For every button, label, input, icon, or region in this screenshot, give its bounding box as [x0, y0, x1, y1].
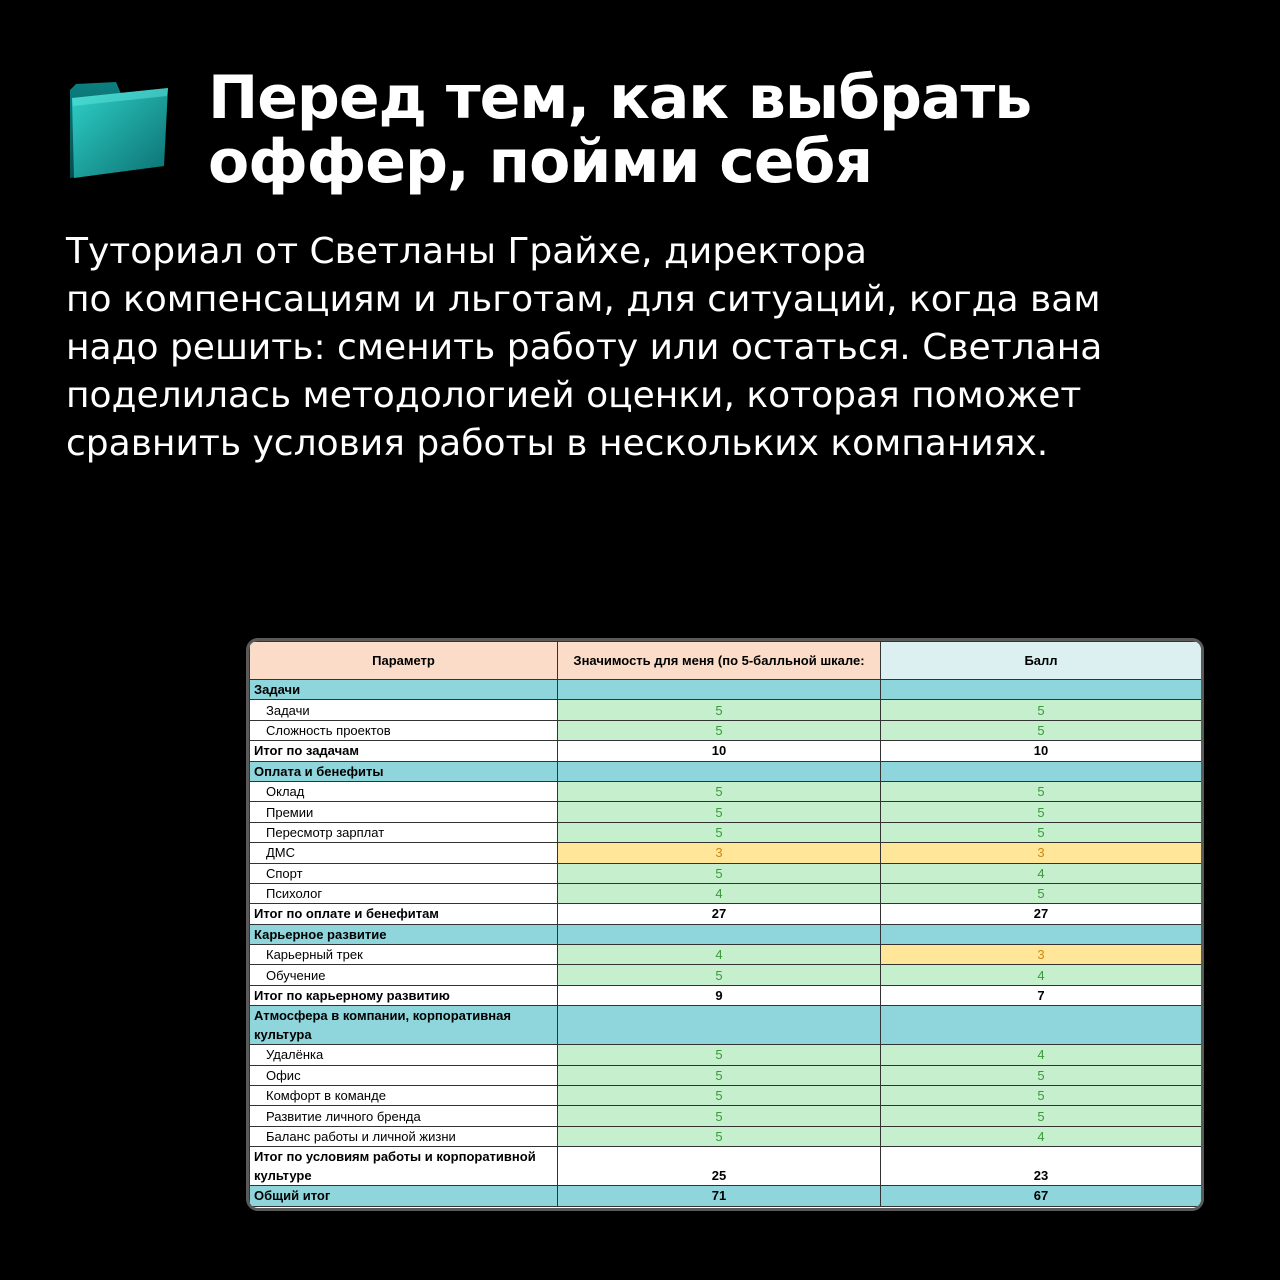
parameter-label: Премии	[250, 802, 558, 822]
page-title	[208, 63, 1208, 197]
total-row	[250, 741, 1202, 761]
importance-total: 9	[558, 985, 881, 1005]
table-header-row	[250, 642, 1202, 680]
total-label: Итог по оплате и бенефитам	[250, 904, 558, 924]
score-total: 10	[881, 741, 1202, 761]
section-empty	[881, 680, 1202, 700]
parameter-label: Психолог	[250, 883, 558, 903]
importance-value: 4	[558, 883, 881, 903]
importance-value: 3	[558, 843, 881, 863]
description-line: сравнить условия работы в нескольких компаниях.	[66, 423, 1049, 464]
total-row	[250, 1147, 1202, 1186]
table-row	[250, 843, 1202, 863]
folder-icon	[64, 74, 174, 184]
parameter-label: Обучение	[250, 965, 558, 985]
importance-value: 5	[558, 1086, 881, 1106]
score-value: 3	[881, 843, 1202, 863]
total-label: Итог по задачам	[250, 741, 558, 761]
section-label: Атмосфера в компании, корпоративная культура	[250, 1006, 558, 1045]
importance-value: 5	[558, 822, 881, 842]
section-row	[250, 761, 1202, 781]
total-row	[250, 904, 1202, 924]
score-value: 5	[881, 1086, 1202, 1106]
parameter-label: Сложность проектов	[250, 720, 558, 740]
score-value: 5	[881, 700, 1202, 720]
score-value: 5	[881, 1106, 1202, 1126]
score-table	[249, 641, 1202, 1207]
grand-total-row	[250, 1186, 1202, 1206]
table-row	[250, 802, 1202, 822]
table-row	[250, 822, 1202, 842]
table-row	[250, 781, 1202, 801]
score-total: 27	[881, 904, 1202, 924]
score-value: 5	[881, 822, 1202, 842]
parameter-label: ДМС	[250, 843, 558, 863]
header-score: Балл	[881, 642, 1202, 680]
score-value: 5	[881, 802, 1202, 822]
description-line: Туториал от Светланы Грайхе, директора	[66, 231, 867, 272]
section-empty	[558, 1006, 881, 1045]
importance-value: 4	[558, 945, 881, 965]
parameter-label: Пересмотр зарплат	[250, 822, 558, 842]
total-label: Общий итог	[250, 1186, 558, 1206]
score-value: 5	[881, 781, 1202, 801]
parameter-label: Карьерный трек	[250, 945, 558, 965]
table-row	[250, 945, 1202, 965]
section-empty	[881, 924, 1202, 944]
importance-value: 5	[558, 781, 881, 801]
score-value: 3	[881, 945, 1202, 965]
description	[66, 228, 1226, 468]
parameter-label: Удалёнка	[250, 1045, 558, 1065]
parameter-label: Офис	[250, 1065, 558, 1085]
section-label: Задачи	[250, 680, 558, 700]
score-value: 5	[881, 720, 1202, 740]
importance-value: 5	[558, 1126, 881, 1146]
score-value: 5	[881, 883, 1202, 903]
total-row	[250, 985, 1202, 1005]
section-row	[250, 1006, 1202, 1045]
score-value: 5	[881, 1065, 1202, 1085]
header-importance: Значимость для меня (по 5-балльной шкале:	[558, 642, 881, 680]
title-line: Перед тем, как выбрать	[208, 63, 1032, 133]
importance-value: 5	[558, 1065, 881, 1085]
table-row	[250, 965, 1202, 985]
title-line: оффер, пойми себя	[208, 127, 872, 197]
score-value: 4	[881, 965, 1202, 985]
spreadsheet-screenshot	[246, 638, 1204, 1211]
importance-total: 27	[558, 904, 881, 924]
importance-value: 5	[558, 1045, 881, 1065]
score-value: 4	[881, 863, 1202, 883]
section-row	[250, 680, 1202, 700]
importance-total: 10	[558, 741, 881, 761]
table-row	[250, 863, 1202, 883]
importance-value: 5	[558, 700, 881, 720]
section-label: Оплата и бенефиты	[250, 761, 558, 781]
parameter-label: Развитие личного бренда	[250, 1106, 558, 1126]
total-label: Итог по условиям работы и корпоративной культуре	[250, 1147, 558, 1186]
section-empty	[881, 1006, 1202, 1045]
total-label: Итог по карьерному развитию	[250, 985, 558, 1005]
description-line: поделилась методологией оценки, которая поможет	[66, 375, 1082, 416]
parameter-label: Спорт	[250, 863, 558, 883]
description-line: по компенсациям и льготам, для ситуаций, когда вам	[66, 279, 1101, 320]
table-row	[250, 1126, 1202, 1146]
importance-total: 71	[558, 1186, 881, 1206]
section-empty	[881, 761, 1202, 781]
table-row	[250, 720, 1202, 740]
table-row	[250, 700, 1202, 720]
table-row	[250, 1045, 1202, 1065]
importance-value: 5	[558, 1106, 881, 1126]
importance-value: 5	[558, 802, 881, 822]
parameter-label: Комфорт в команде	[250, 1086, 558, 1106]
table-row	[250, 1086, 1202, 1106]
table-body	[250, 680, 1202, 1207]
score-total: 67	[881, 1186, 1202, 1206]
score-value: 4	[881, 1045, 1202, 1065]
importance-value: 5	[558, 863, 881, 883]
score-value: 4	[881, 1126, 1202, 1146]
score-total: 7	[881, 985, 1202, 1005]
section-empty	[558, 680, 881, 700]
parameter-label: Оклад	[250, 781, 558, 801]
header-parameter: Параметр	[250, 642, 558, 680]
score-total: 23	[881, 1147, 1202, 1186]
section-label: Карьерное развитие	[250, 924, 558, 944]
parameter-label: Задачи	[250, 700, 558, 720]
importance-total: 25	[558, 1147, 881, 1186]
table-row	[250, 1065, 1202, 1085]
section-empty	[558, 924, 881, 944]
section-row	[250, 924, 1202, 944]
table-row	[250, 883, 1202, 903]
parameter-label: Баланс работы и личной жизни	[250, 1126, 558, 1146]
section-empty	[558, 761, 881, 781]
description-line: надо решить: сменить работу или остаться. Светлана	[66, 327, 1103, 368]
importance-value: 5	[558, 965, 881, 985]
importance-value: 5	[558, 720, 881, 740]
table-row	[250, 1106, 1202, 1126]
